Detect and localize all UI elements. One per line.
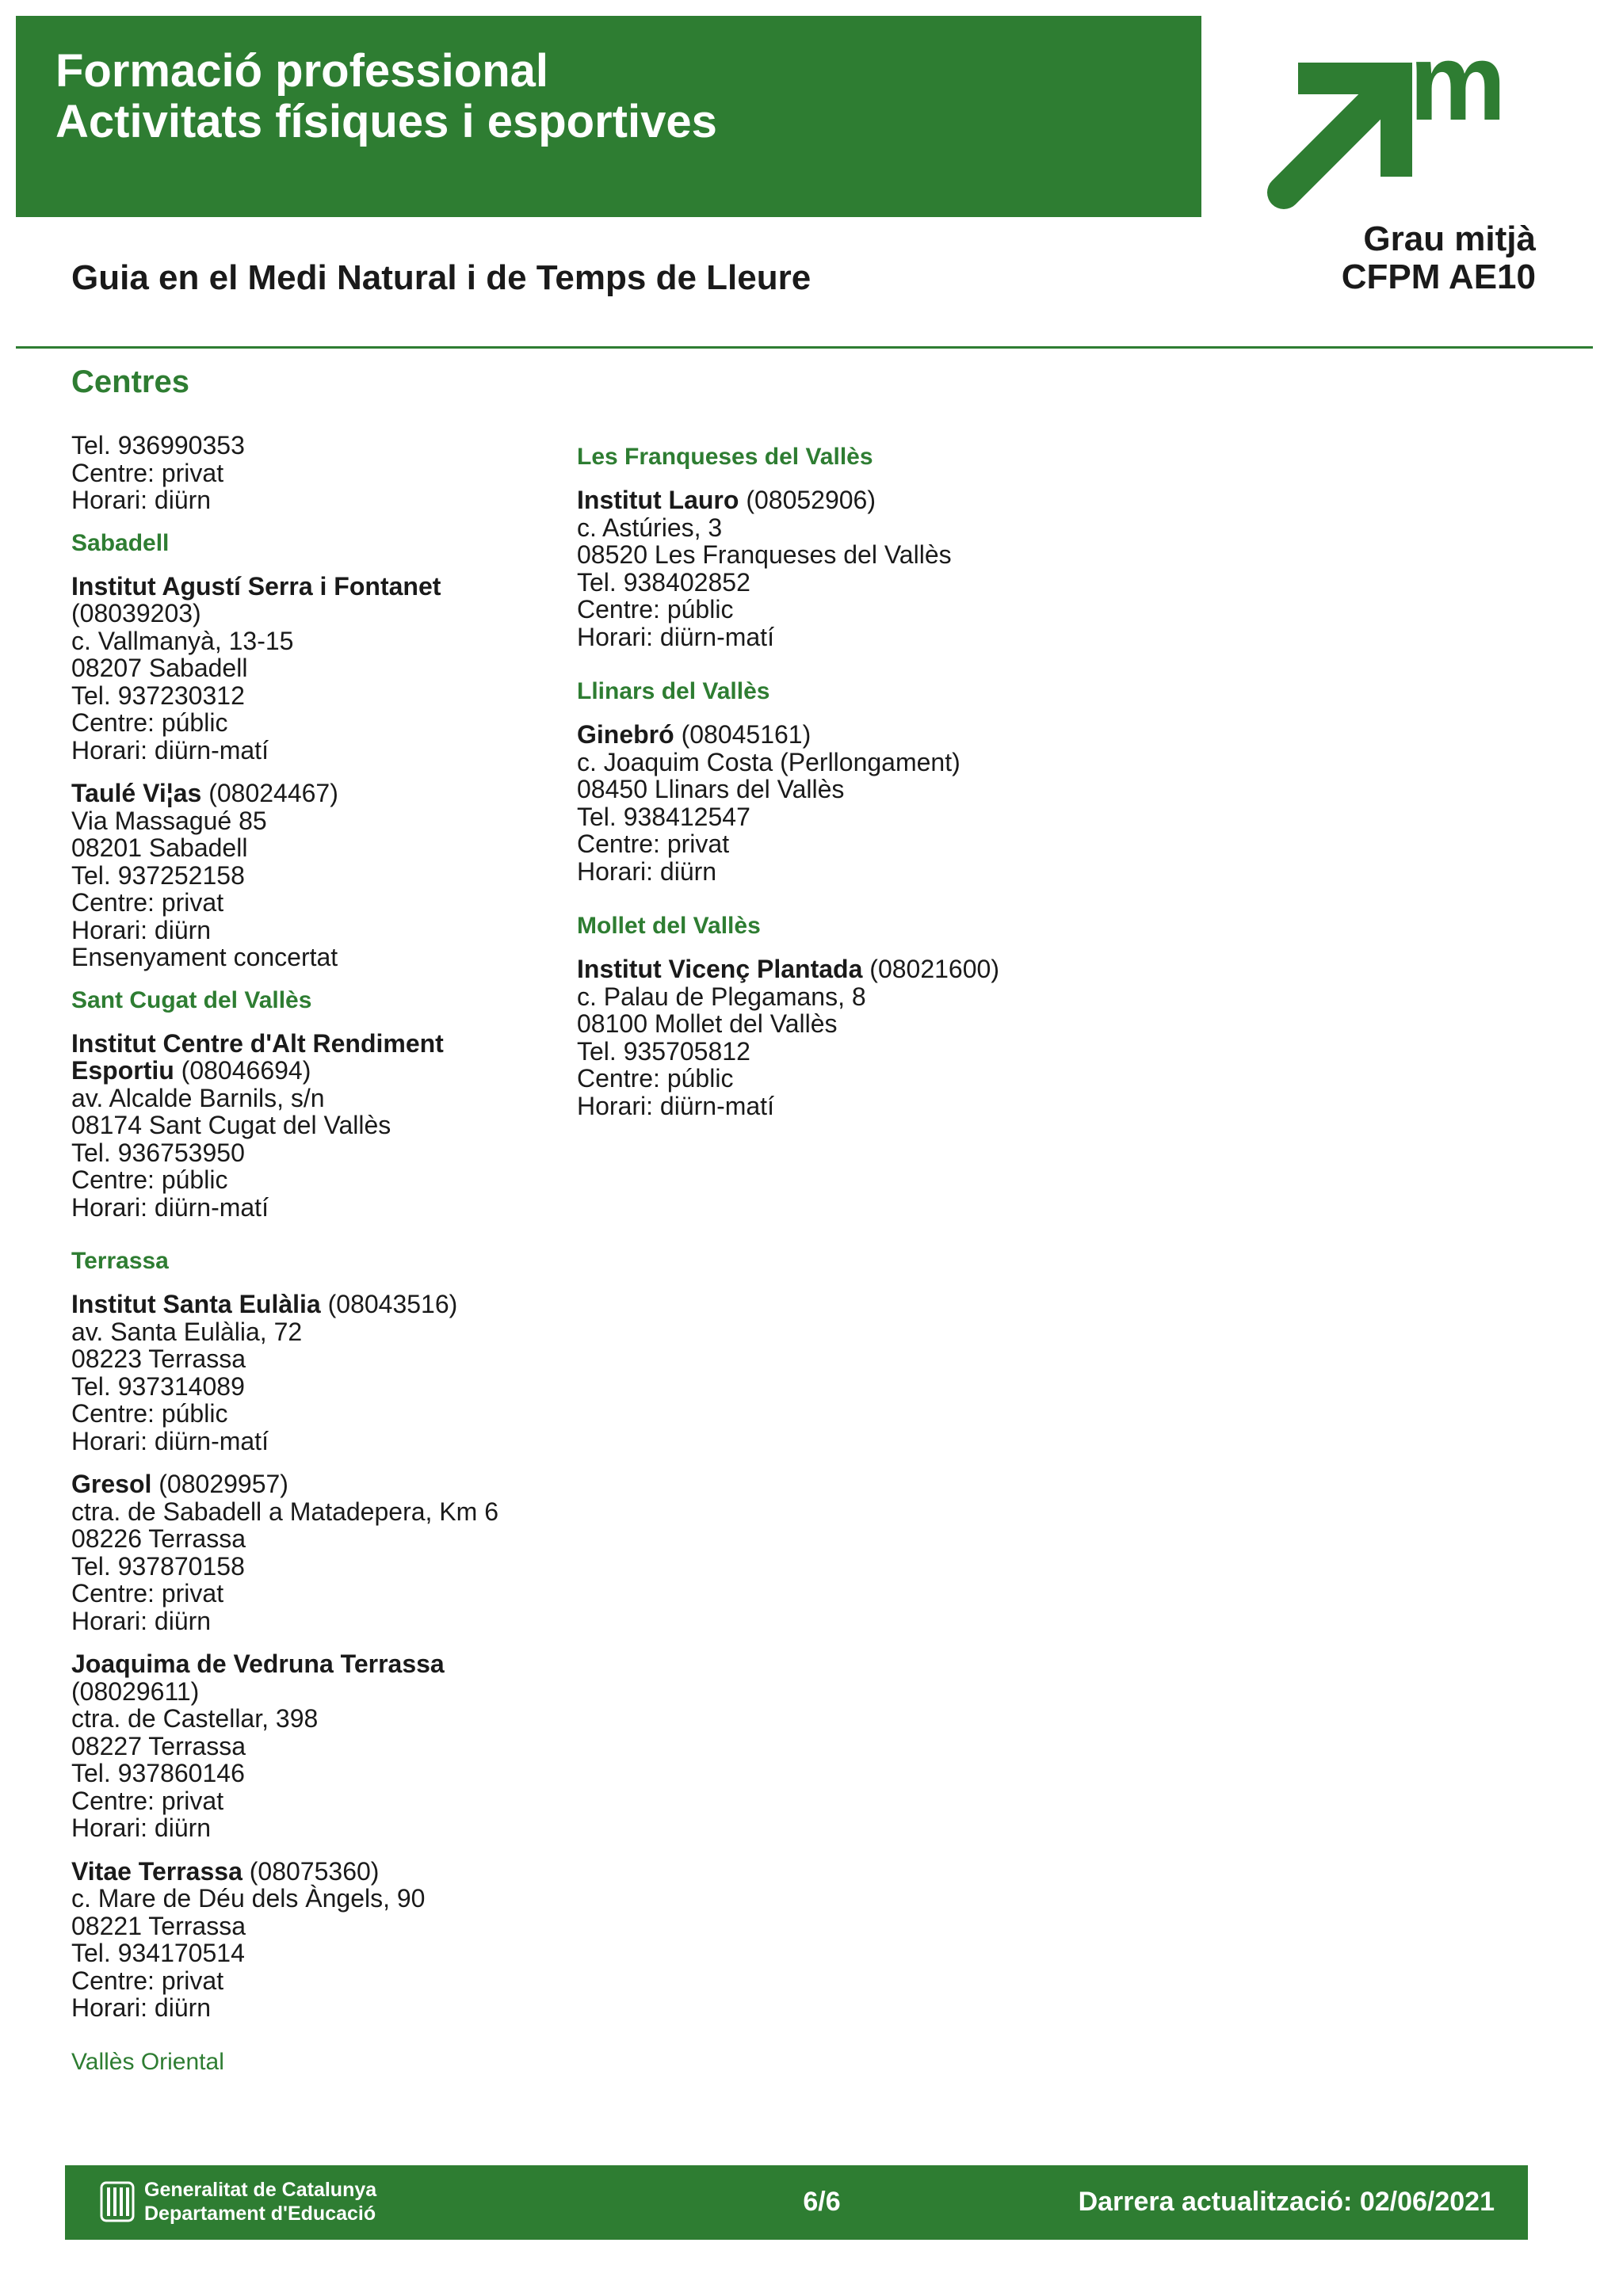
city-heading-franqueses: Les Franqueses del Vallès	[577, 444, 873, 470]
centre-type: Centre: públic	[577, 1064, 734, 1093]
last-updated: Darrera actualització: 02/06/2021	[1078, 2187, 1495, 2217]
centre-entry	[577, 721, 1084, 885]
centre-type: Centre: privat	[71, 1966, 224, 1995]
footer-org-line-1: Generalitat de Catalunya	[144, 2179, 377, 2201]
centre-code: (08024467)	[208, 779, 338, 807]
centre-address: av. Santa Eulàlia, 72	[71, 1317, 303, 1346]
city-heading-mollet: Mollet del Vallès	[577, 913, 761, 939]
centre-schedule: Horari: diürn-matí	[577, 1091, 774, 1120]
centre-schedule: Horari: diürn-matí	[71, 1192, 269, 1222]
centre-type: Centre: públic	[71, 1399, 228, 1428]
city-heading-llinars: Llinars del Vallès	[577, 678, 770, 704]
centre-code: (08052906)	[746, 486, 876, 514]
document-title	[55, 46, 717, 147]
centre-name: Institut Agustí Serra i Fontanet	[71, 571, 441, 601]
centre-postcode: 08223 Terrassa	[71, 1344, 246, 1373]
centre-address: ctra. de Castellar, 398	[71, 1704, 319, 1733]
centre-phone: Tel. 934170514	[71, 1939, 245, 1967]
centre-type: Centre: públic	[71, 708, 228, 737]
centre-entry	[71, 573, 579, 765]
centre-code: (08075360)	[249, 1856, 380, 1886]
centre-entry-fragment	[71, 432, 579, 514]
centre-type: Centre: privat	[71, 458, 224, 487]
grade-label	[1342, 220, 1536, 296]
centre-name: Ginebró	[577, 720, 674, 749]
centre-name: Institut Vicenç Plantada	[577, 955, 863, 983]
centre-phone: Tel. 938412547	[577, 802, 750, 831]
city-heading-sabadell: Sabadell	[71, 529, 170, 556]
centre-phone: Tel. 937870158	[71, 1551, 245, 1581]
centre-address: c. Vallmanyà, 13-15	[71, 626, 294, 655]
centre-name-continued: Esportiu	[71, 1056, 174, 1085]
centre-entry	[71, 1650, 579, 1842]
footer-organization	[144, 2178, 376, 2225]
centre-type: Centre: privat	[577, 830, 730, 858]
centre-type: Centre: privat	[71, 888, 224, 917]
centre-name: Institut Centre d'Alt Rendiment	[71, 1028, 444, 1058]
centre-type: Centre: públic	[71, 1165, 228, 1194]
centre-schedule: Horari: diürn	[71, 1814, 212, 1842]
centre-schedule: Horari: diürn	[577, 856, 717, 886]
centre-type: Centre: públic	[577, 595, 734, 624]
centre-phone: Tel. 937230312	[71, 681, 245, 710]
fp-arrow-logo-icon	[1260, 44, 1545, 218]
header-divider	[16, 346, 1593, 349]
centre-schedule: Horari: diürn	[71, 486, 212, 514]
centre-entry	[577, 955, 1084, 1119]
city-heading-terrassa: Terrassa	[71, 1248, 169, 1274]
title-line-2: Activitats físiques i esportives	[55, 96, 717, 147]
centre-schedule: Horari: diürn	[71, 1606, 212, 1635]
centre-address: av. Alcalde Barnils, s/n	[71, 1083, 325, 1112]
centre-code: (08029957)	[158, 1470, 288, 1498]
centre-phone: Tel. 937252158	[71, 860, 245, 890]
centre-schedule: Horari: diürn	[71, 1993, 212, 2022]
centre-entry	[71, 1291, 579, 1455]
centre-name: Institut Lauro	[577, 486, 739, 514]
left-column	[71, 432, 579, 2092]
centre-address: c. Joaquim Costa (Perllongament)	[577, 747, 960, 776]
centre-address: c. Palau de Plegamans, 8	[577, 982, 866, 1011]
centre-type: Centre: privat	[71, 1579, 224, 1608]
centre-code: (08029611)	[71, 1676, 200, 1706]
grade-code: CFPM AE10	[1341, 257, 1536, 296]
page-footer	[65, 2165, 1528, 2240]
centre-name: Institut Santa Eulàlia	[71, 1290, 321, 1318]
centre-schedule: Horari: diürn-matí	[71, 1426, 269, 1455]
centre-code: (08021600)	[869, 955, 999, 983]
page-number: 6/6	[803, 2187, 841, 2217]
centre-code: (08043516)	[327, 1290, 458, 1318]
centre-postcode: 08174 Sant Cugat del Vallès	[71, 1111, 391, 1139]
logo-m-letter: m	[1409, 44, 1507, 143]
centre-schedule: Horari: diürn	[71, 915, 212, 944]
centre-postcode: 08227 Terrassa	[71, 1731, 246, 1760]
centre-type: Centre: privat	[71, 1786, 224, 1815]
city-heading-sant-cugat: Sant Cugat del Vallès	[71, 986, 312, 1013]
centre-phone: Tel. 936753950	[71, 1138, 245, 1167]
centre-postcode: 08520 Les Franqueses del Vallès	[577, 540, 952, 569]
title-line-1: Formació professional	[55, 45, 549, 97]
centre-code: (08046694)	[181, 1056, 311, 1085]
section-title: Centres	[71, 364, 189, 399]
centre-address: c. Mare de Déu dels Àngels, 90	[71, 1884, 426, 1913]
centre-entry	[577, 486, 1084, 650]
centre-schedule: Horari: diürn-matí	[577, 622, 774, 651]
region-heading-valles-oriental: Vallès Oriental	[71, 2048, 224, 2075]
centre-name: Taulé Vi¦as	[71, 779, 202, 807]
footer-org-line-2: Departament d'Educació	[144, 2203, 376, 2225]
centre-postcode: 08221 Terrassa	[71, 1911, 246, 1940]
centre-entry	[71, 1858, 579, 2022]
centre-name: Gresol	[71, 1470, 152, 1498]
centre-postcode: 08226 Terrassa	[71, 1524, 246, 1553]
centre-phone: Tel. 936990353	[71, 431, 245, 460]
centre-address: ctra. de Sabadell a Matadepera, Km 6	[71, 1497, 498, 1526]
centre-code: (08045161)	[681, 720, 812, 749]
course-subtitle: Guia en el Medi Natural i de Temps de Lleure	[71, 258, 812, 297]
centre-phone: Tel. 935705812	[577, 1036, 750, 1066]
centre-phone: Tel. 938402852	[577, 567, 750, 597]
centre-postcode: 08207 Sabadell	[71, 654, 248, 682]
centre-schedule: Horari: diürn-matí	[71, 735, 269, 765]
centre-entry	[71, 1030, 579, 1222]
centre-name: Vitae Terrassa	[71, 1856, 242, 1886]
centre-entry	[71, 1470, 579, 1634]
centre-address: Via Massagué 85	[71, 806, 267, 835]
centre-phone: Tel. 937860146	[71, 1759, 245, 1787]
centre-entry	[71, 780, 579, 971]
centre-address: c. Astúries, 3	[577, 513, 723, 542]
centre-postcode: 08100 Mollet del Vallès	[577, 1009, 838, 1038]
centre-note: Ensenyament concertat	[71, 943, 338, 971]
centre-name: Joaquima de Vedruna Terrassa	[71, 1650, 445, 1678]
generalitat-emblem-icon	[100, 2181, 135, 2222]
right-column	[577, 444, 1084, 1135]
centre-code: (08039203)	[71, 599, 201, 627]
centre-postcode: 08201 Sabadell	[71, 833, 248, 862]
centre-phone: Tel. 937314089	[71, 1371, 245, 1401]
centre-postcode: 08450 Llinars del Vallès	[577, 775, 845, 803]
grade-level: Grau mitjà	[1363, 219, 1536, 258]
